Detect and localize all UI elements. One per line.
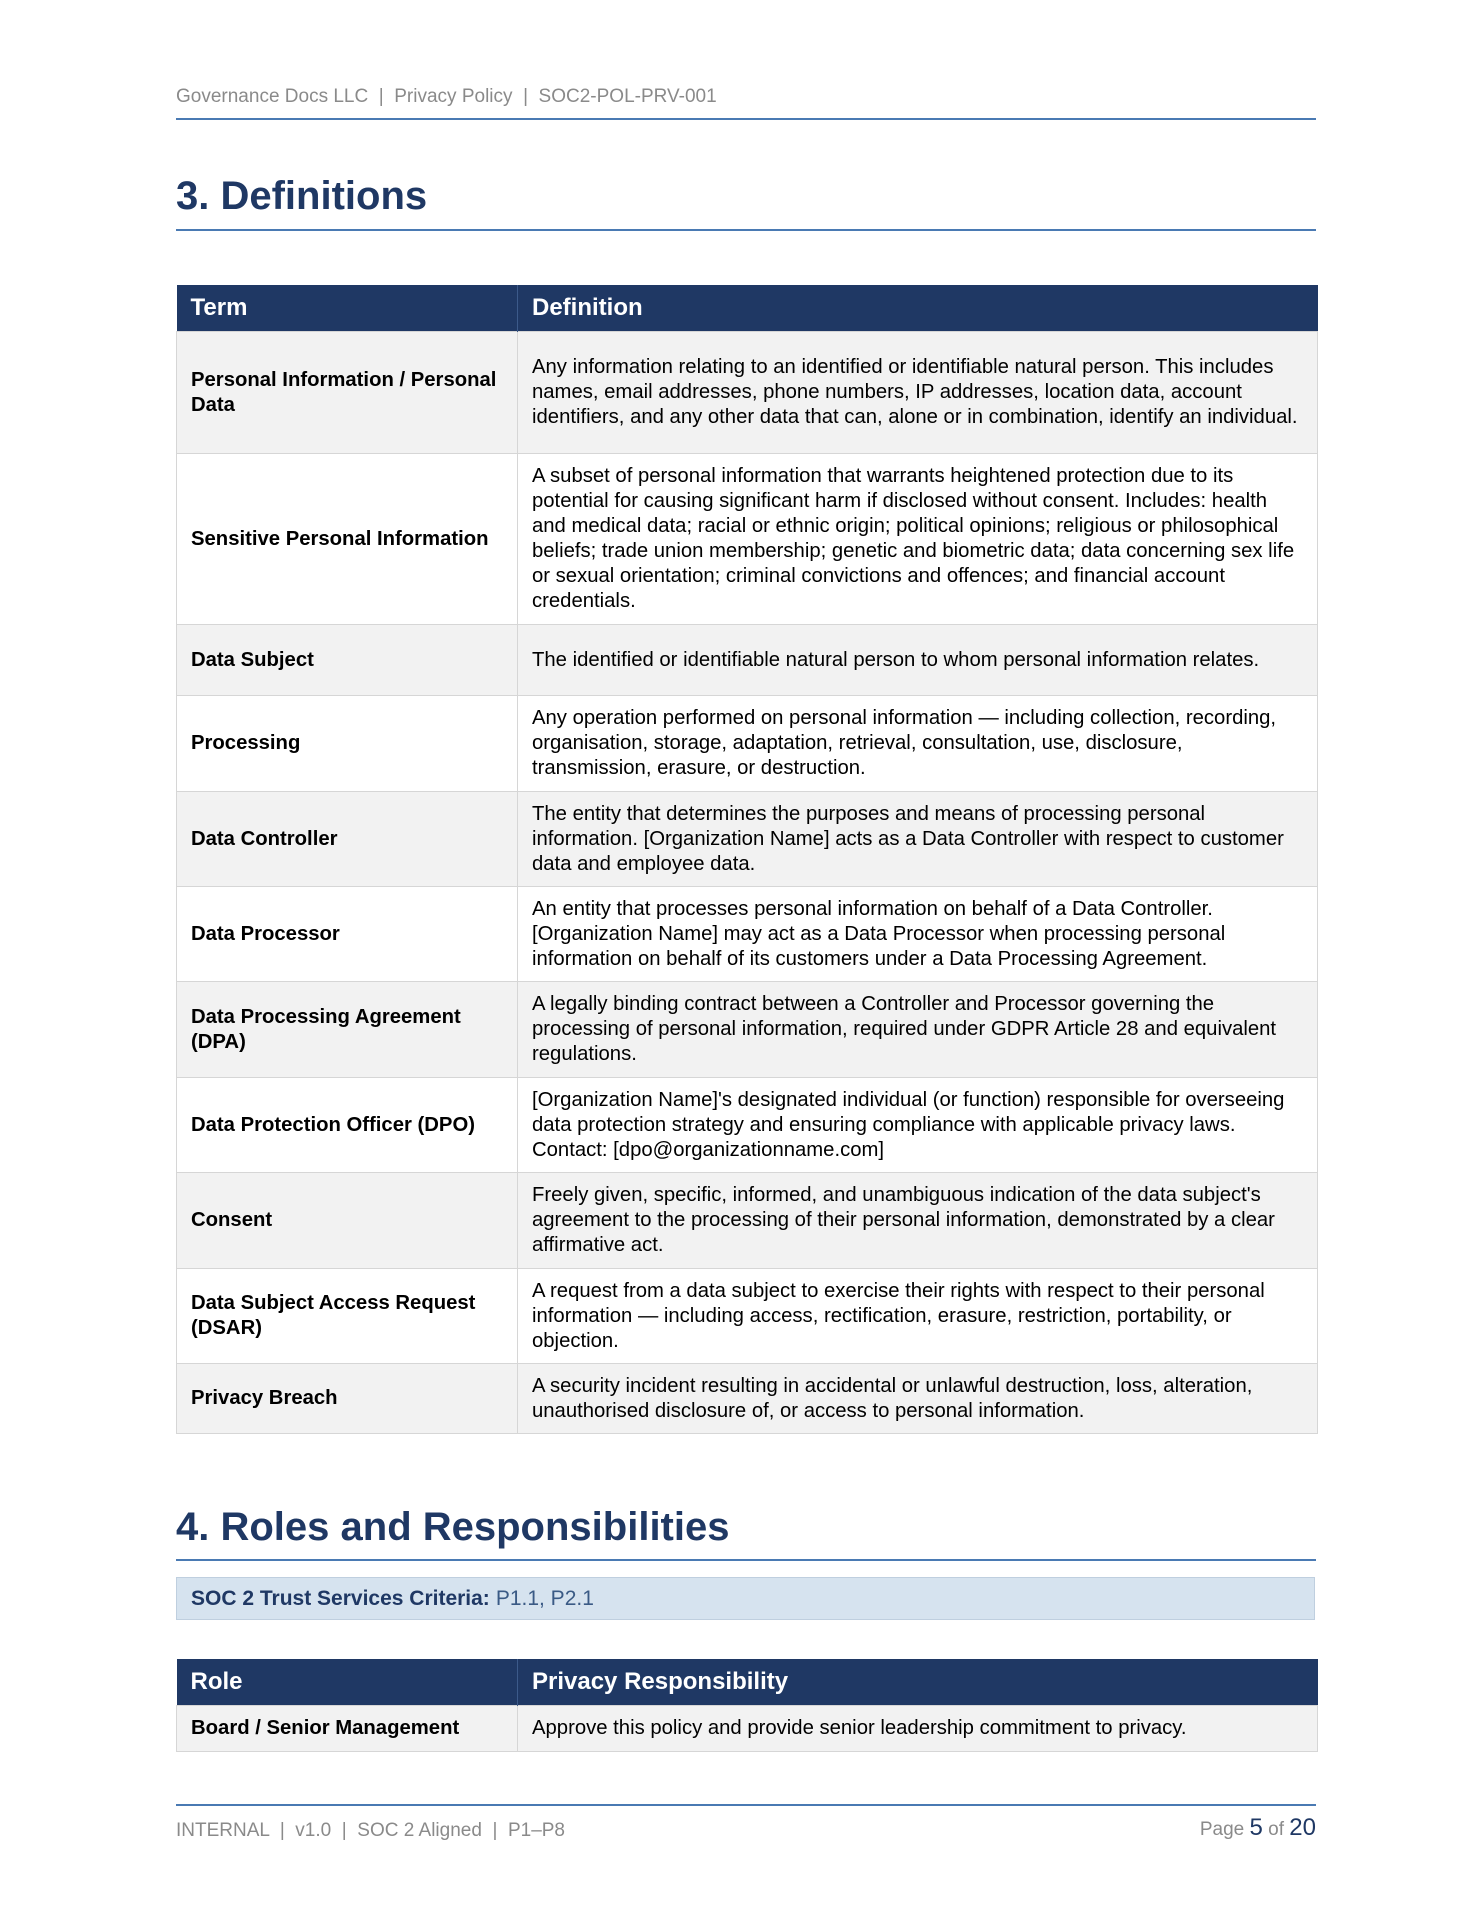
responsibility-cell: Approve this policy and provide senior leadership commitment to privacy.	[518, 1706, 1318, 1752]
definition-cell: Freely given, specific, informed, and unambiguous indication of the data subject's agreement to the processing of their personal information, demonstrated by a clear affirmative act.	[518, 1173, 1318, 1269]
section-3-title: 3. Definitions	[176, 174, 428, 218]
term-cell: Data Processing Agreement (DPA)	[177, 982, 518, 1078]
term-cell: Personal Information / Personal Data	[177, 332, 518, 454]
definitions-header-definition: Definition	[518, 285, 1318, 332]
definition-cell: Any information relating to an identified or identifiable natural person. This includes names, email addresses, phone numbers, IP addresses, location data, account identifiers, and any other data that can, alone or in combination, identify an individual.	[518, 332, 1318, 454]
term-cell: Data Protection Officer (DPO)	[177, 1078, 518, 1173]
term-cell: Data Controller	[177, 792, 518, 887]
roles-header-responsibility: Privacy Responsibility	[518, 1659, 1318, 1706]
roles-table	[176, 1659, 1318, 1752]
term-cell: Sensitive Personal Information	[177, 454, 518, 625]
definition-cell: A subset of personal information that warrants heightened protection due to its potential for causing significant harm if disclosed without consent. Includes: health and medical data; racial or ethnic origin; political opinions; religious or philosophical beliefs; trade union membership; genetic and biometric data; data concerning sex life or sexual orientation; criminal convictions and offences; and financial account credentials.	[518, 454, 1318, 625]
term-cell: Data Processor	[177, 887, 518, 982]
page-header: Governance Docs LLC | Privacy Policy | SOC2-POL-PRV-001	[176, 86, 717, 107]
table-row	[177, 982, 1318, 1078]
definition-cell: A request from a data subject to exercise their rights with respect to their personal information — including access, rectification, erasure, restriction, portability, or objection.	[518, 1269, 1318, 1364]
term-cell: Processing	[177, 696, 518, 792]
soc2-criteria-box	[176, 1577, 1315, 1620]
definition-cell: The identified or identifiable natural person to whom personal information relates.	[518, 625, 1318, 696]
criteria-label: SOC 2 Trust Services Criteria:	[191, 1586, 490, 1610]
table-row	[177, 1269, 1318, 1364]
term-cell: Data Subject Access Request (DSAR)	[177, 1269, 518, 1364]
page-indicator	[1200, 1814, 1316, 1842]
definition-cell: The entity that determines the purposes and means of processing personal information. [Organization Name] acts as a Data Controller with respect to customer data and employee data.	[518, 792, 1318, 887]
roles-header-role: Role	[177, 1659, 518, 1706]
criteria-value: P1.1, P2.1	[495, 1586, 594, 1610]
section-4-title: 4. Roles and Responsibilities	[176, 1505, 730, 1549]
definition-cell: A legally binding contract between a Controller and Processor governing the processing of personal information, required under GDPR Article 28 and equivalent regulations.	[518, 982, 1318, 1078]
section-4-divider	[176, 1559, 1316, 1561]
term-cell: Data Subject	[177, 625, 518, 696]
table-row	[177, 1364, 1318, 1434]
section-3-divider	[176, 229, 1316, 231]
table-row	[177, 1078, 1318, 1173]
definition-cell: An entity that processes personal information on behalf of a Data Controller. [Organization Name] may act as a Data Processor when processing personal information on behalf of its customers under a Data Processing Agreement.	[518, 887, 1318, 982]
table-row	[177, 887, 1318, 982]
table-row	[177, 625, 1318, 696]
table-row	[177, 332, 1318, 454]
header-divider	[176, 118, 1316, 120]
footer-divider	[176, 1804, 1316, 1806]
table-row	[177, 1706, 1318, 1752]
definition-cell: A security incident resulting in accidental or unlawful destruction, loss, alteration, unauthorised disclosure of, or access to personal information.	[518, 1364, 1318, 1434]
role-cell: Board / Senior Management	[177, 1706, 518, 1752]
term-cell: Consent	[177, 1173, 518, 1269]
page-total: 20	[1289, 1814, 1316, 1841]
definitions-table	[176, 285, 1318, 1434]
table-row	[177, 454, 1318, 625]
term-cell: Privacy Breach	[177, 1364, 518, 1434]
definitions-header-term: Term	[177, 285, 518, 332]
footer-classification: INTERNAL | v1.0 | SOC 2 Aligned | P1–P8	[176, 1820, 565, 1841]
table-row	[177, 792, 1318, 887]
table-row	[177, 696, 1318, 792]
definition-cell: [Organization Name]'s designated individual (or function) responsible for overseeing data protection strategy and ensuring compliance with applicable privacy laws. Contact: [dpo@organizationname.com]	[518, 1078, 1318, 1173]
of-label: of	[1268, 1819, 1285, 1840]
definition-cell: Any operation performed on personal information — including collection, recording, organisation, storage, adaptation, retrieval, consultation, use, disclosure, transmission, erasure, or destruction.	[518, 696, 1318, 792]
table-row	[177, 1173, 1318, 1269]
page-label: Page	[1199, 1819, 1245, 1840]
page-number: 5	[1249, 1814, 1263, 1841]
